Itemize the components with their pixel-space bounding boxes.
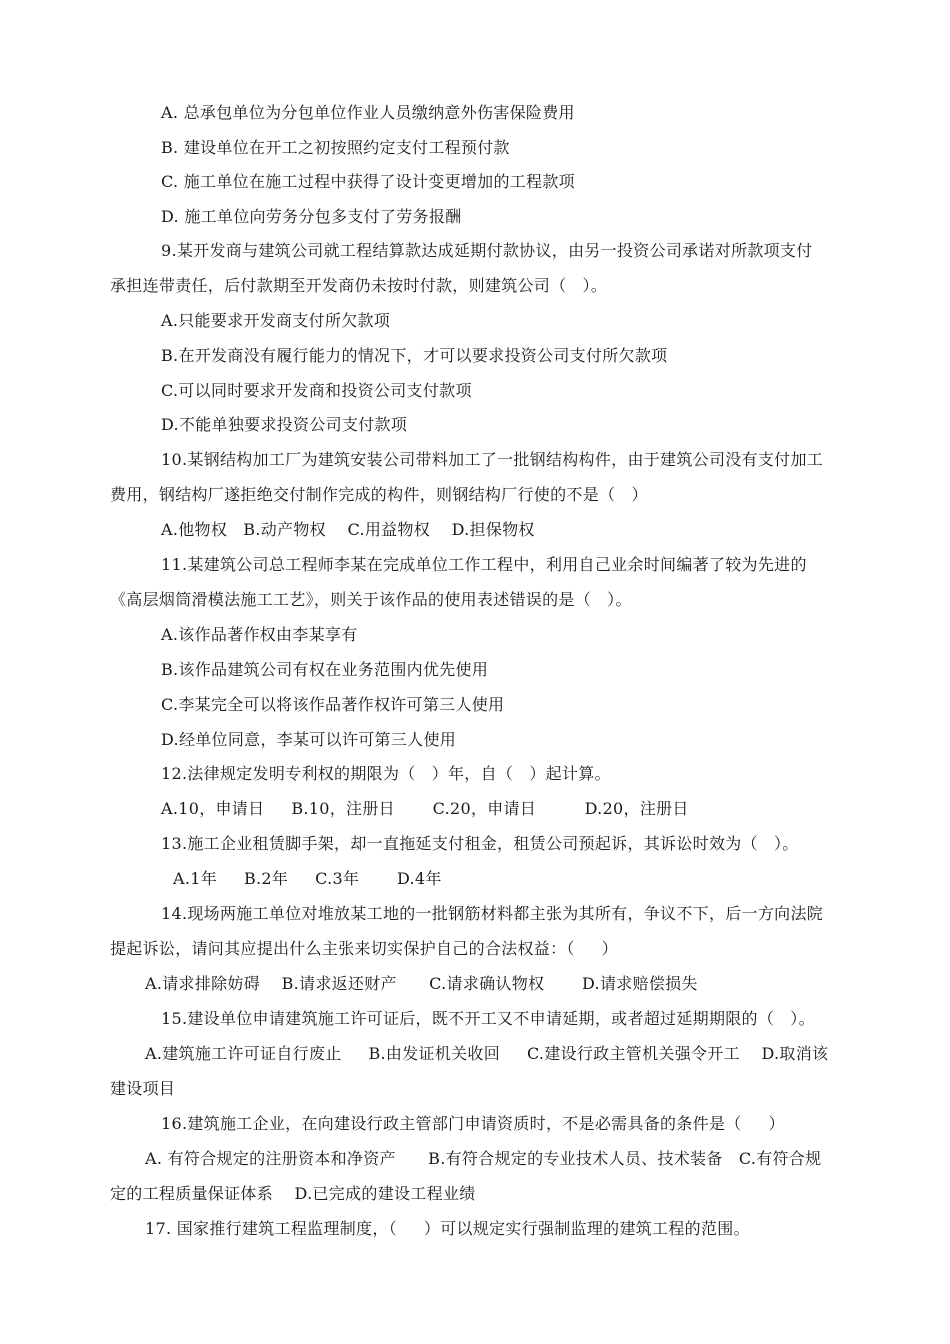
q8-option-c: C. 施工单位在施工过程中获得了设计变更增加的工程款项 [161,172,575,191]
q9-stem-line2: 承担连带责任，后付款期至开发商仍未按时付款，则建筑公司（ ）。 [110,276,608,295]
q8-option-d: D. 施工单位向劳务分包多支付了劳务报酬 [161,207,462,226]
q15-stem: 15.建设单位申请建筑施工许可证后，既不开工又不申请延期，或者超过延期期限的（ ）。 [161,1009,815,1028]
q16-options-line1: A. 有符合规定的注册资本和净资产 B.有符合规定的专业技术人员、技术装备 C.有符合规 [145,1149,822,1168]
q11-stem-line2: 《高层烟筒滑模法施工工艺》，则关于该作品的使用表述错误的是（ ）。 [110,590,632,609]
q16-options-line2: 定的工程质量保证体系 D.已完成的建设工程业绩 [110,1184,476,1203]
q12-options: A.10，申请日 B.10，注册日 C.20，申请日 D.20，注册日 [161,799,689,818]
q11-option-d: D.经单位同意，李某可以许可第三人使用 [161,730,457,749]
q11-option-c: C.李某完全可以将该作品著作权许可第三人使用 [161,695,505,714]
q8-option-b: B. 建设单位在开工之初按照约定支付工程预付款 [161,138,510,157]
q8-option-a: A. 总承包单位为分包单位作业人员缴纳意外伤害保险费用 [161,103,575,122]
q11-option-a: A.该作品著作权由李某享有 [161,625,358,644]
q15-options-line2: 建设项目 [110,1079,176,1098]
q9-option-a: A.只能要求开发商支付所欠款项 [161,311,391,330]
q9-stem-line1: 9.某开发商与建筑公司就工程结算款达成延期付款协议，由另一投资公司承诺对所款项支付 [161,241,813,260]
q12-stem: 12.法律规定发明专利权的期限为（ ）年，自（ ）起计算。 [161,764,611,783]
q13-options: A.1年 B.2年 C.3年 D.4年 [173,869,442,888]
q9-option-d: D.不能单独要求投资公司支付款项 [161,415,408,434]
q9-option-c: C.可以同时要求开发商和投资公司支付款项 [161,381,472,400]
q14-options: A.请求排除妨碍 B.请求返还财产 C.请求确认物权 D.请求赔偿损失 [145,974,698,993]
q11-stem-line1: 11.某建筑公司总工程师李某在完成单位工作工程中，利用自己业余时间编著了较为先进的 [161,555,807,574]
q16-stem: 16.建筑施工企业，在向建设行政主管部门申请资质时，不是必需具备的条件是（ ） [161,1114,785,1133]
q15-options-line1: A.建筑施工许可证自行废止 B.由发证机关收回 C.建设行政主管机关强令开工 D.取消该 [145,1044,829,1063]
q10-options: A.他物权 B.动产物权 C.用益物权 D.担保物权 [161,520,535,539]
q17-stem: 17. 国家推行建筑工程监理制度，（ ）可以规定实行强制监理的建筑工程的范围。 [145,1219,750,1238]
q10-stem-line1: 10.某钢结构加工厂为建筑安装公司带料加工了一批钢结构构件，由于建筑公司没有支付加工 [161,450,824,469]
q10-stem-line2: 费用，钢结构厂遂拒绝交付制作完成的构件，则钢结构厂行使的不是（ ） [110,485,648,504]
q9-option-b: B.在开发商没有履行能力的情况下，才可以要求投资公司支付所欠款项 [161,346,668,365]
q13-stem: 13.施工企业租赁脚手架，却一直拖延支付租金，租赁公司预起诉，其诉讼时效为（ ）。 [161,834,799,853]
q14-stem-line1: 14.现场两施工单位对堆放某工地的一批钢筋材料都主张为其所有，争议不下，后一方向法院 [161,904,824,923]
q11-option-b: B.该作品建筑公司有权在业务范围内优先使用 [161,660,489,679]
q14-stem-line2: 提起诉讼，请问其应提出什么主张来切实保护自己的合法权益：（ ） [110,939,618,958]
